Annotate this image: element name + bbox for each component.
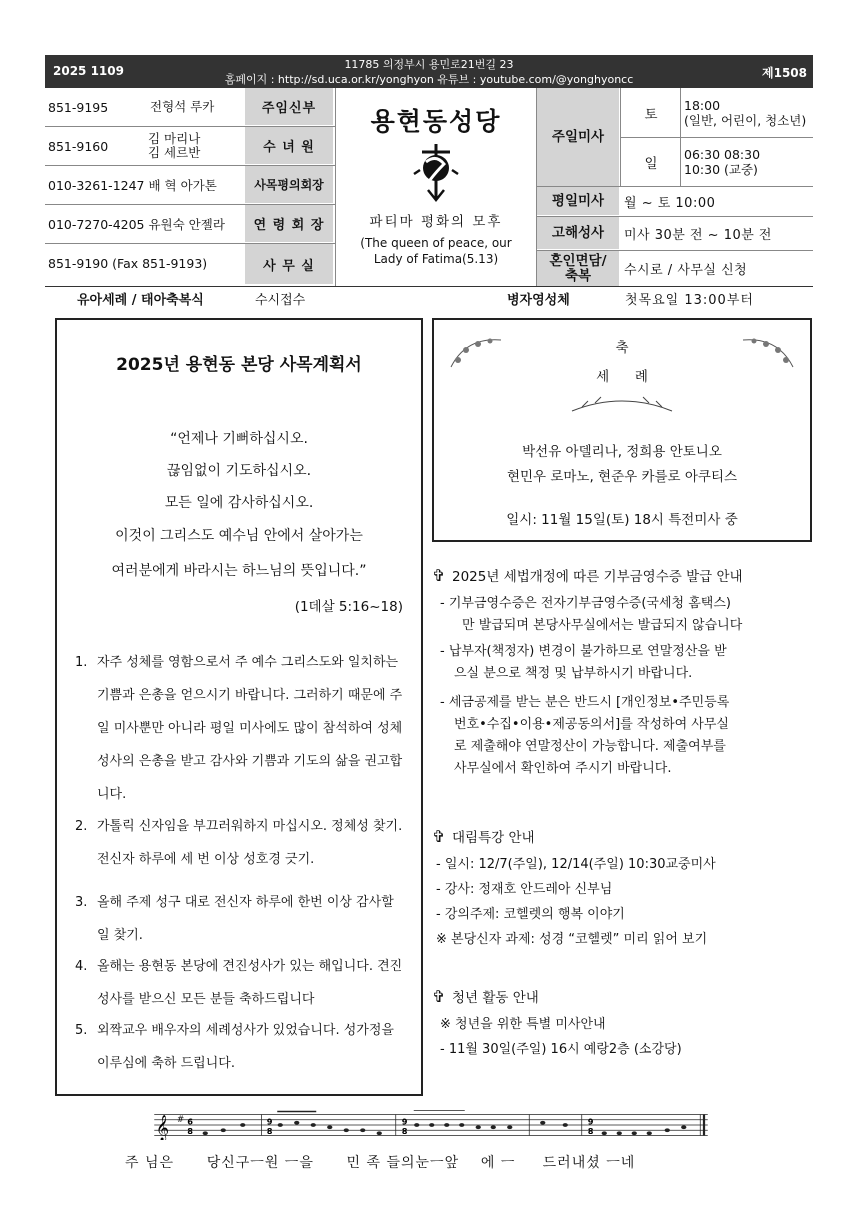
cross-icon: ✞ bbox=[432, 826, 446, 846]
contact-role: 주임신부 bbox=[245, 88, 333, 125]
pastoral-plan-box bbox=[55, 318, 423, 1096]
quote-line: “언제나 기뻐하십시오. bbox=[170, 431, 308, 447]
svg-text:#: # bbox=[176, 1115, 185, 1125]
quote-line: 이것이 그리스도 예수님 안에서 살아가는 bbox=[115, 528, 363, 544]
cross-icon: ✞ bbox=[432, 565, 446, 585]
baptism-congrats-box bbox=[432, 318, 812, 542]
infant-baptism-value: 수시접수 bbox=[255, 293, 306, 308]
saturday-note: (일반, 어린이, 청소년) bbox=[684, 112, 807, 128]
contact-row bbox=[45, 127, 335, 166]
plan-item-text: 가톨릭 신자임을 부끄러워하지 마십시오. 정체성 찾기. 전신자 하루에 세 번 이상 성호경 긋기. bbox=[97, 819, 403, 867]
contact-row bbox=[45, 166, 335, 205]
sunday-mass-label: 주일미사 bbox=[537, 88, 619, 186]
cross-icon: ✞ bbox=[432, 986, 446, 1006]
plan-item-number: 5. bbox=[75, 1023, 88, 1038]
sunday-note: 10:30 (교중) bbox=[684, 162, 758, 177]
youth-notice bbox=[432, 986, 812, 1006]
marriage-label: 혼인면담/ 축복 bbox=[537, 251, 619, 286]
music-staff bbox=[62, 1110, 800, 1140]
contact-phone: 010-3261-1247 배 혁 아가톤 bbox=[48, 178, 217, 193]
sunday-mass bbox=[680, 138, 760, 186]
sunday-label: 일 bbox=[620, 138, 681, 186]
tax-line: 만 발급되며 본당사무실에서는 발급되지 않습니다 bbox=[462, 618, 743, 633]
plan-item-text: 올해는 용현동 본당에 견진성사가 있는 해입니다. 견진성사를 받으신 모든 분들 축하드립니다 bbox=[97, 959, 403, 1007]
tax-bullet bbox=[440, 593, 742, 637]
sick-communion-label: 병자영성체 bbox=[507, 293, 570, 308]
svg-text:8: 8 bbox=[401, 1126, 408, 1136]
plan-item-number: 4. bbox=[75, 959, 88, 974]
contact-row bbox=[45, 244, 335, 282]
youth-line: - 11월 30일(주일) 16시 예랑2층 (소강당) bbox=[440, 1042, 682, 1057]
plan-item bbox=[75, 1014, 407, 1080]
baptism-date: 일시: 11월 15일(토) 18시 특전미사 중 bbox=[506, 512, 738, 528]
advent-title: 대림특강 안내 bbox=[452, 830, 535, 846]
quote-line: 끊임없이 기도하십시오. bbox=[166, 463, 312, 479]
plan-item bbox=[75, 810, 407, 876]
contact-role: 사목평의회장 bbox=[245, 166, 333, 203]
tax-line: - 기부금영수증은 전자기부금영수증(국세청 홈택스) bbox=[440, 596, 731, 611]
tax-line: 로 제출해야 연말정산이 가능합니다. 제출여부를 bbox=[454, 739, 726, 754]
svg-text:9: 9 bbox=[587, 1116, 594, 1127]
address: 11785 의정부시 용민로21번길 23 bbox=[344, 58, 514, 71]
confession-label: 고해성사 bbox=[537, 217, 619, 249]
advent-line: ※ 본당신자 과제: 성경 “코헬렛” 미리 읽어 보기 bbox=[436, 932, 708, 947]
advent-line: - 강의주제: 코헬렛의 행복 이야기 bbox=[436, 907, 625, 922]
contact-phone: 851-9160 bbox=[48, 138, 109, 154]
contact-role: 수 녀 원 bbox=[245, 127, 333, 164]
contact-role: 사 무 실 bbox=[245, 244, 333, 284]
svg-text:8: 8 bbox=[587, 1126, 594, 1136]
contact-phone: 851-9195 bbox=[48, 99, 109, 115]
tax-title: 2025년 세법개정에 따른 기부금영수증 발급 안내 bbox=[452, 569, 743, 585]
church-name: 용현동성당 bbox=[370, 107, 502, 136]
plan-title: 2025년 용현동 본당 사목계획서 bbox=[116, 355, 362, 375]
plan-item-number: 1. bbox=[75, 655, 88, 670]
motto-en-line: Lady of Fatima(5.13) bbox=[373, 252, 499, 266]
svg-text:9: 9 bbox=[401, 1116, 408, 1127]
plan-item bbox=[75, 646, 407, 811]
notice-bar bbox=[45, 286, 813, 308]
contact-role: 연 령 회 장 bbox=[245, 205, 333, 242]
youth-details bbox=[440, 1012, 682, 1062]
header-bar bbox=[45, 55, 813, 88]
youth-line: ※ 청년을 위한 특별 미사안내 bbox=[440, 1017, 606, 1032]
advent-line: - 강사: 정재호 안드레아 신부님 bbox=[436, 882, 613, 897]
congrats-title-1: 축 bbox=[615, 340, 629, 356]
tax-line: 번호•수집•이용•제공동의서]를 작성하여 사무실 bbox=[454, 717, 729, 732]
quote-source: (1데살 5:16~18) bbox=[294, 599, 403, 615]
advent-notice bbox=[432, 826, 812, 846]
quote-line: 모든 일에 감사하십시오. bbox=[164, 495, 314, 511]
tax-bullet bbox=[440, 641, 727, 685]
contact-row bbox=[45, 205, 335, 244]
plan-item-text: 올해 주제 성구 대로 전신자 하루에 한번 이상 감사할 일 찾기. bbox=[97, 895, 394, 943]
info-grid bbox=[45, 88, 813, 287]
web-links: 홈페이지 : http://sd.uca.or.kr/yonghyon 유튜브 : youtube.com/@yonghyoncc bbox=[224, 73, 634, 86]
motto-en-line: (The queen of peace, our bbox=[360, 236, 512, 250]
tax-notice bbox=[432, 565, 812, 585]
issue-number: 제1508 bbox=[762, 66, 807, 80]
confession-value: 미사 30분 전 ~ 10분 전 bbox=[624, 227, 772, 243]
plan-item-number: 2. bbox=[75, 819, 88, 834]
saturday-time: 18:00 bbox=[684, 97, 721, 113]
tax-bullet bbox=[440, 692, 729, 780]
tax-line: - 납부자(책정자) 변경이 불가하므로 연말정산을 받 bbox=[440, 644, 727, 659]
contact-phone: 010-7270-4205 유원숙 안젤라 bbox=[48, 217, 225, 232]
tax-line: - 세금공제를 받는 분은 반드시 [개인정보•주민등록 bbox=[440, 695, 730, 710]
plan-item bbox=[75, 950, 407, 1016]
svg-text:6: 6 bbox=[187, 1116, 193, 1127]
saturday-mass bbox=[680, 88, 806, 137]
issue-date: 2025 1109 bbox=[53, 64, 124, 78]
advent-details bbox=[436, 852, 716, 952]
sunday-time: 06:30 08:30 bbox=[684, 147, 761, 162]
plan-item bbox=[75, 886, 407, 952]
saturday-label: 토 bbox=[620, 88, 681, 137]
church-emblem-icon bbox=[408, 140, 464, 204]
tax-line: 으실 분으로 책정 및 납부하시기 바랍니다. bbox=[454, 666, 693, 681]
laurel-ornament-icon bbox=[567, 395, 677, 417]
marriage-value: 수시로 / 사무실 신청 bbox=[624, 263, 748, 278]
svg-text:8: 8 bbox=[266, 1126, 273, 1136]
svg-text:8: 8 bbox=[187, 1126, 193, 1136]
church-panel bbox=[335, 88, 537, 286]
weekday-mass-label: 평일미사 bbox=[537, 187, 619, 215]
church-motto-en bbox=[336, 235, 536, 267]
contact-phone: 851-9190 (Fax 851-9193) bbox=[48, 255, 208, 271]
svg-text:𝄞: 𝄞 bbox=[155, 1114, 170, 1140]
contact-name: 전형석 루카 bbox=[150, 99, 215, 115]
tax-line: 사무실에서 확인하여 주시기 바랍니다. bbox=[454, 761, 672, 776]
svg-text:9: 9 bbox=[266, 1116, 273, 1127]
quote-line: 여러분에게 바라시는 하느님의 뜻입니다.” bbox=[111, 563, 367, 579]
plan-item-text: 자주 성체를 영함으로서 주 예수 그리스도와 일치하는 기쁨과 은총을 얻으시기 바랍니다. 그러하기 때문에 주일 미사뿐만 아니라 평일 미사에도 많이 참석하여 성체성사의 은총을 받고 감사와 기쁨과 기도의 삶을 권고합니다. bbox=[97, 655, 403, 802]
baptized-names: 박선유 아델리나, 정희용 안토니오 bbox=[522, 444, 722, 460]
hymn-lyrics: 주 님은 당신구ㅡ원 ㅡ을 민 족 들의눈ㅡ앞 에 ㅡ 드러내셨 ㅡ네 bbox=[125, 1155, 636, 1171]
plan-item-text: 외짝교우 배우자의 세례성사가 있었습니다. 성가정을 이루심에 축하 드립니다. bbox=[97, 1023, 394, 1071]
advent-line: - 일시: 12/7(주일), 12/14(주일) 10:30교중미사 bbox=[436, 857, 716, 872]
congrats-title-2: 세 례 bbox=[596, 369, 648, 385]
baptized-names: 현민우 로마노, 현준우 카를로 아쿠티스 bbox=[506, 469, 738, 485]
contact-name: 김 마리나 김 세르반 bbox=[148, 131, 201, 160]
weekday-mass-value: 월 ~ 토 10:00 bbox=[624, 195, 716, 211]
contact-row bbox=[45, 88, 335, 127]
youth-title: 청년 활동 안내 bbox=[452, 990, 539, 1006]
sick-communion-value: 첫목요일 13:00부터 bbox=[625, 293, 754, 308]
plan-item-number: 3. bbox=[75, 895, 88, 910]
infant-baptism-label: 유아세례 / 태아축복식 bbox=[77, 293, 204, 308]
church-motto: 파티마 평화의 모후 bbox=[369, 214, 503, 230]
